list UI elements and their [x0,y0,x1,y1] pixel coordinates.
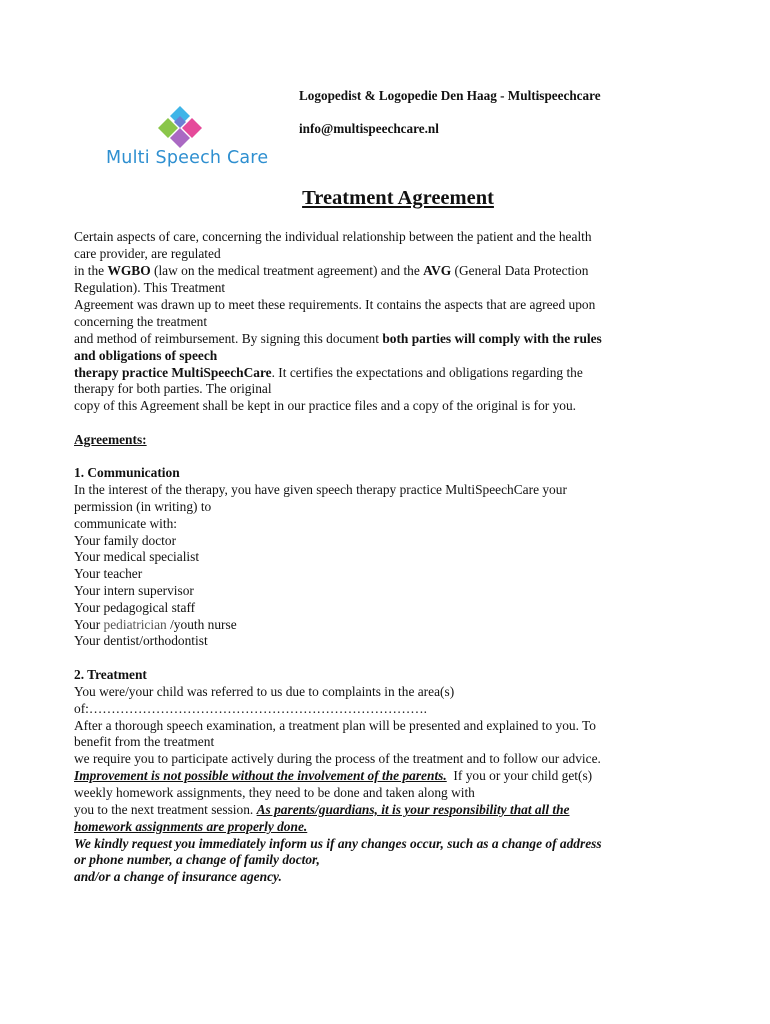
intro-line: concerning the treatment [74,314,208,329]
intro-line: copy of this Agreement shall be kept in our practice files and a copy of the original is for you. [74,398,577,413]
contact-list-item: Your intern supervisor [74,583,194,598]
treatment-line: weekly homework assignments, they need to be done and taken along with [74,785,475,800]
communication-line: permission (in writing) to [74,499,212,514]
contact-list-item: Your teacher [74,566,143,581]
logo-diamond-icon [156,104,204,148]
contact-list-item: Your medical specialist [74,549,200,564]
multi-speech-care-logo [104,104,269,174]
agreements-heading: Agreements: [74,432,147,447]
treatment-line: we require you to participate actively during the process of the treatment and to follow our advice. [74,751,601,766]
treatment-line: of:…………………………………………………………………. [74,701,427,716]
treatment-line: benefit from the treatment [74,734,215,749]
treatment-line: and/or a change of insurance agency. [74,869,282,884]
intro-line: Agreement was drawn up to meet these requirements. It contains the aspects that are agreed upon [74,297,596,312]
contact-list-item: Your family doctor [74,533,177,548]
intro-line: care provider, are regulated [74,246,221,261]
practice-name: Logopedist & Logopedie Den Haag - Multispeechcare [299,88,601,103]
treatment-line: homework assignments are properly done. [74,819,308,834]
communication-line: In the interest of the therapy, you have given speech therapy practice MultiSpeechCare your [74,482,567,497]
document-title: Treatment Agreement [302,187,494,209]
practice-email: info@multispeechcare.nl [299,121,439,136]
intro-line: therapy practice MultiSpeechCare. It certifies the expectations and obligations regarding the [74,365,583,380]
treatment-line: or phone number, a change of family doctor, [74,852,320,867]
intro-line: therapy for both parties. The original [74,381,272,396]
section-communication-heading: 1. Communication [74,465,180,480]
treatment-line: Improvement is not possible without the involvement of the parents. If you or your child get(s) [74,768,593,783]
contact-list-item: Your dentist/orthodontist [74,633,208,648]
section-treatment-heading: 2. Treatment [74,667,147,682]
treatment-line: We kindly request you immediately inform us if any changes occur, such as a change of address [74,836,602,851]
intro-line: Certain aspects of care, concerning the individual relationship between the patient and the health [74,229,592,244]
treatment-line: After a thorough speech examination, a treatment plan will be presented and explained to you. To [74,718,596,733]
communication-line: communicate with: [74,516,178,531]
intro-line: Regulation). This Treatment [74,280,226,295]
contact-list-item: Your pedagogical staff [74,600,196,615]
treatment-line: you to the next treatment session. As parents/guardians, it is your responsibility that all the [74,802,570,817]
logo-text: Multi Speech Care [106,148,269,168]
intro-line: and obligations of speech [74,348,218,363]
intro-line: in the WGBO (law on the medical treatment agreement) and the AVG (General Data Protection [74,263,589,278]
contact-list-item: Your pediatrician /youth nurse [74,617,237,632]
treatment-line: You were/your child was referred to us due to complaints in the area(s) [74,684,455,699]
intro-line: and method of reimbursement. By signing this document both parties will comply with the rules [74,331,602,346]
